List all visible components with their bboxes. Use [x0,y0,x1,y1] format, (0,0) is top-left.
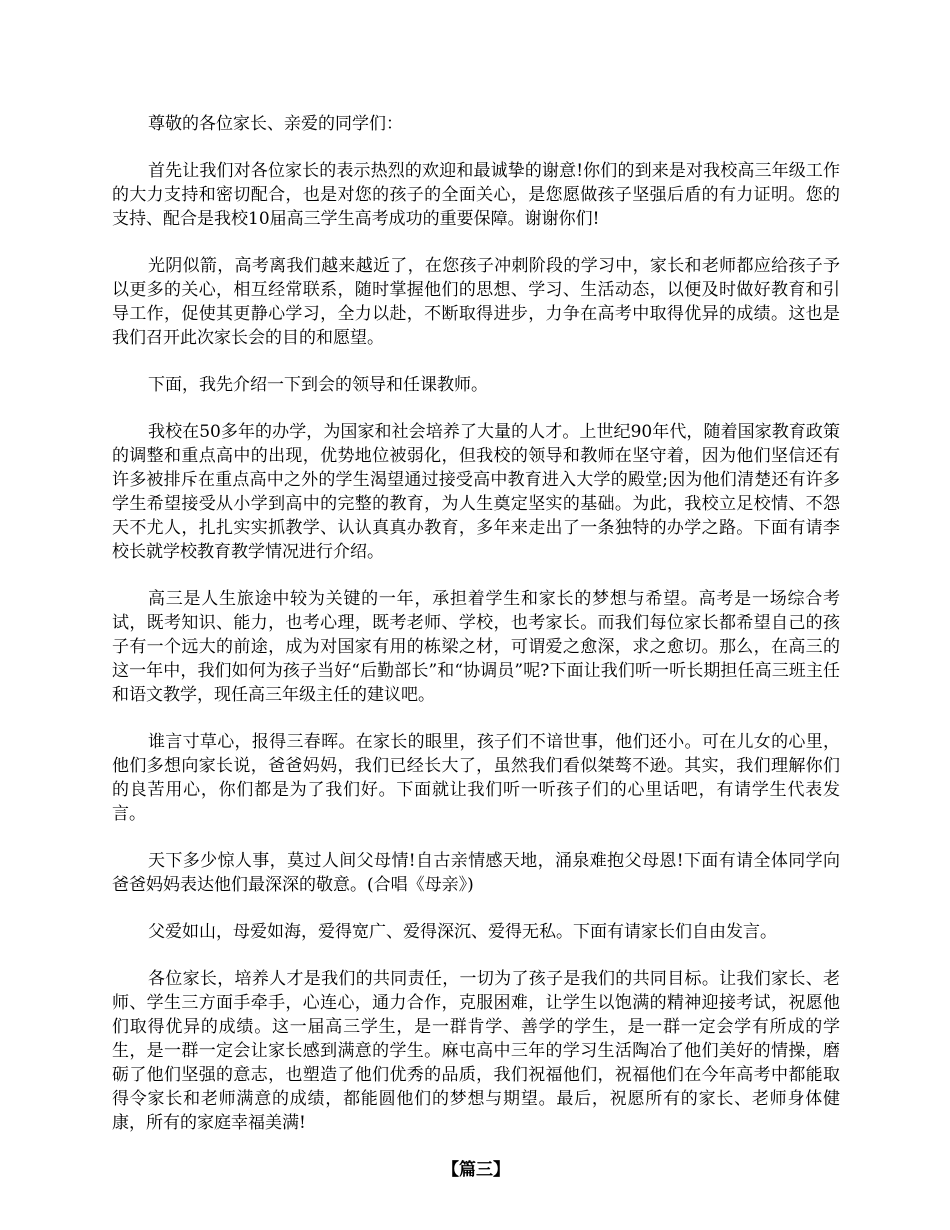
paragraph-welcome: 首先让我们对各位家长的表示热烈的欢迎和最诚挚的谢意!你们的到来是对我校高三年级工作的大力支持和密切配合，也是对您的孩子的全面关心，是您愿做孩子坚强后盾的有力证明。您的支持、配合是我校10届高三学生高考成功的重要保障。谢谢你们! [112,161,840,229]
salutation: 尊敬的各位家长、亲爱的同学们： [148,114,403,134]
paragraph-school-history: 我校在50多年的办学，为国家和社会培养了大量的人才。上世纪90年代，随着国家教育政策的调整和重点高中的出现，优势地位被弱化，但我校的领导和教师在坚守着，因为他们坚信还有许多被排斥在重点高中之外的学生渴望通过接受高中教育进入大学的殿堂;因为他们清楚还有许多学生希望接受从小学到高中的完整的教育，为人生奠定坚实的基础。为此，我校立足校情、不怨天不尤人，扎扎实实抓教学、认认真真办教育，多年来走出了一条独特的办学之路。下面有请李校长就学校教育教学情况进行介绍。 [112,422,840,562]
paragraph-purpose: 光阴似箭，高考离我们越来越近了，在您孩子冲刺阶段的学习中，家长和老师都应给孩子予以更多的关心，相互经常联系，随时掌握他们的思想、学习、生活动态，以便及时做好教育和引导工作，促使其更静心学习，全力以赴，不断取得进步，力争在高考中取得优异的成绩。这也是我们召开此次家长会的目的和愿望。 [112,256,840,348]
section-title: 【篇三】 [442,1160,510,1180]
paragraph-closing: 各位家长，培养人才是我们的共同责任，一切为了孩子是我们的共同目标。让我们家长、老师、学生三方面手牵手，心连心，通力合作，克服困难，让学生以饱满的精神迎接考试，祝愿他们取得优异的成绩。这一届高三学生，是一群肯学、善学的学生，是一群一定会学有所成的学生，是一群一定会让家长感到满意的学生。麻屯高中三年的学习生活陶冶了他们美好的情操，磨砺了他们坚强的意志，也塑造了他们优秀的品质，我们祝福他们，祝福他们在今年高考中都能取得令家长和老师满意的成绩，都能圆他们的梦想与期望。最后，祝愿所有的家长、老师身体健康，所有的家庭幸福美满! [112,969,840,1133]
paragraph-student-voice: 谁言寸草心，报得三春晖。在家长的眼里，孩子们不谙世事，他们还小。可在儿女的心里，他们多想向家长说，爸爸妈妈，我们已经长大了，虽然我们看似桀骜不逊。其实，我们理解你们的良苦用心，你们都是为了我们好。下面就让我们听一听孩子们的心里话吧，有请学生代表发言。 [112,732,840,824]
paragraph-senior-year: 高三是人生旅途中较为关键的一年，承担着学生和家长的梦想与希望。高考是一场综合考试，既考知识、能力，也考心理，既考老师、学校，也考家长。而我们每位家长都希望自己的孩子有一个远大的前途，成为对国家有用的栋梁之材，可谓爱之愈深，求之愈切。那么，在高三的这一年中，我们如何为孩子当好“后勤部长”和“协调员”呢?下面让我们听一听长期担任高三班主任和语文教学，现任高三年级主任的建议吧。 [112,589,840,705]
paragraph-parents-love: 天下多少惊人事，莫过人间父母情!自古亲情感天地，涌泉难抱父母恩!下面有请全体同学向爸爸妈妈表达他们最深深的敬意。(合唱《母亲》) [112,851,840,895]
document-page [112,112,840,1182]
paragraph-parents-speech: 父爱如山，母爱如海，爱得宽广、爱得深沉、爱得无私。下面有请家长们自由发言。 [148,922,777,942]
paragraph-introduce-teachers: 下面，我先介绍一下到会的领导和任课教师。 [148,375,488,395]
